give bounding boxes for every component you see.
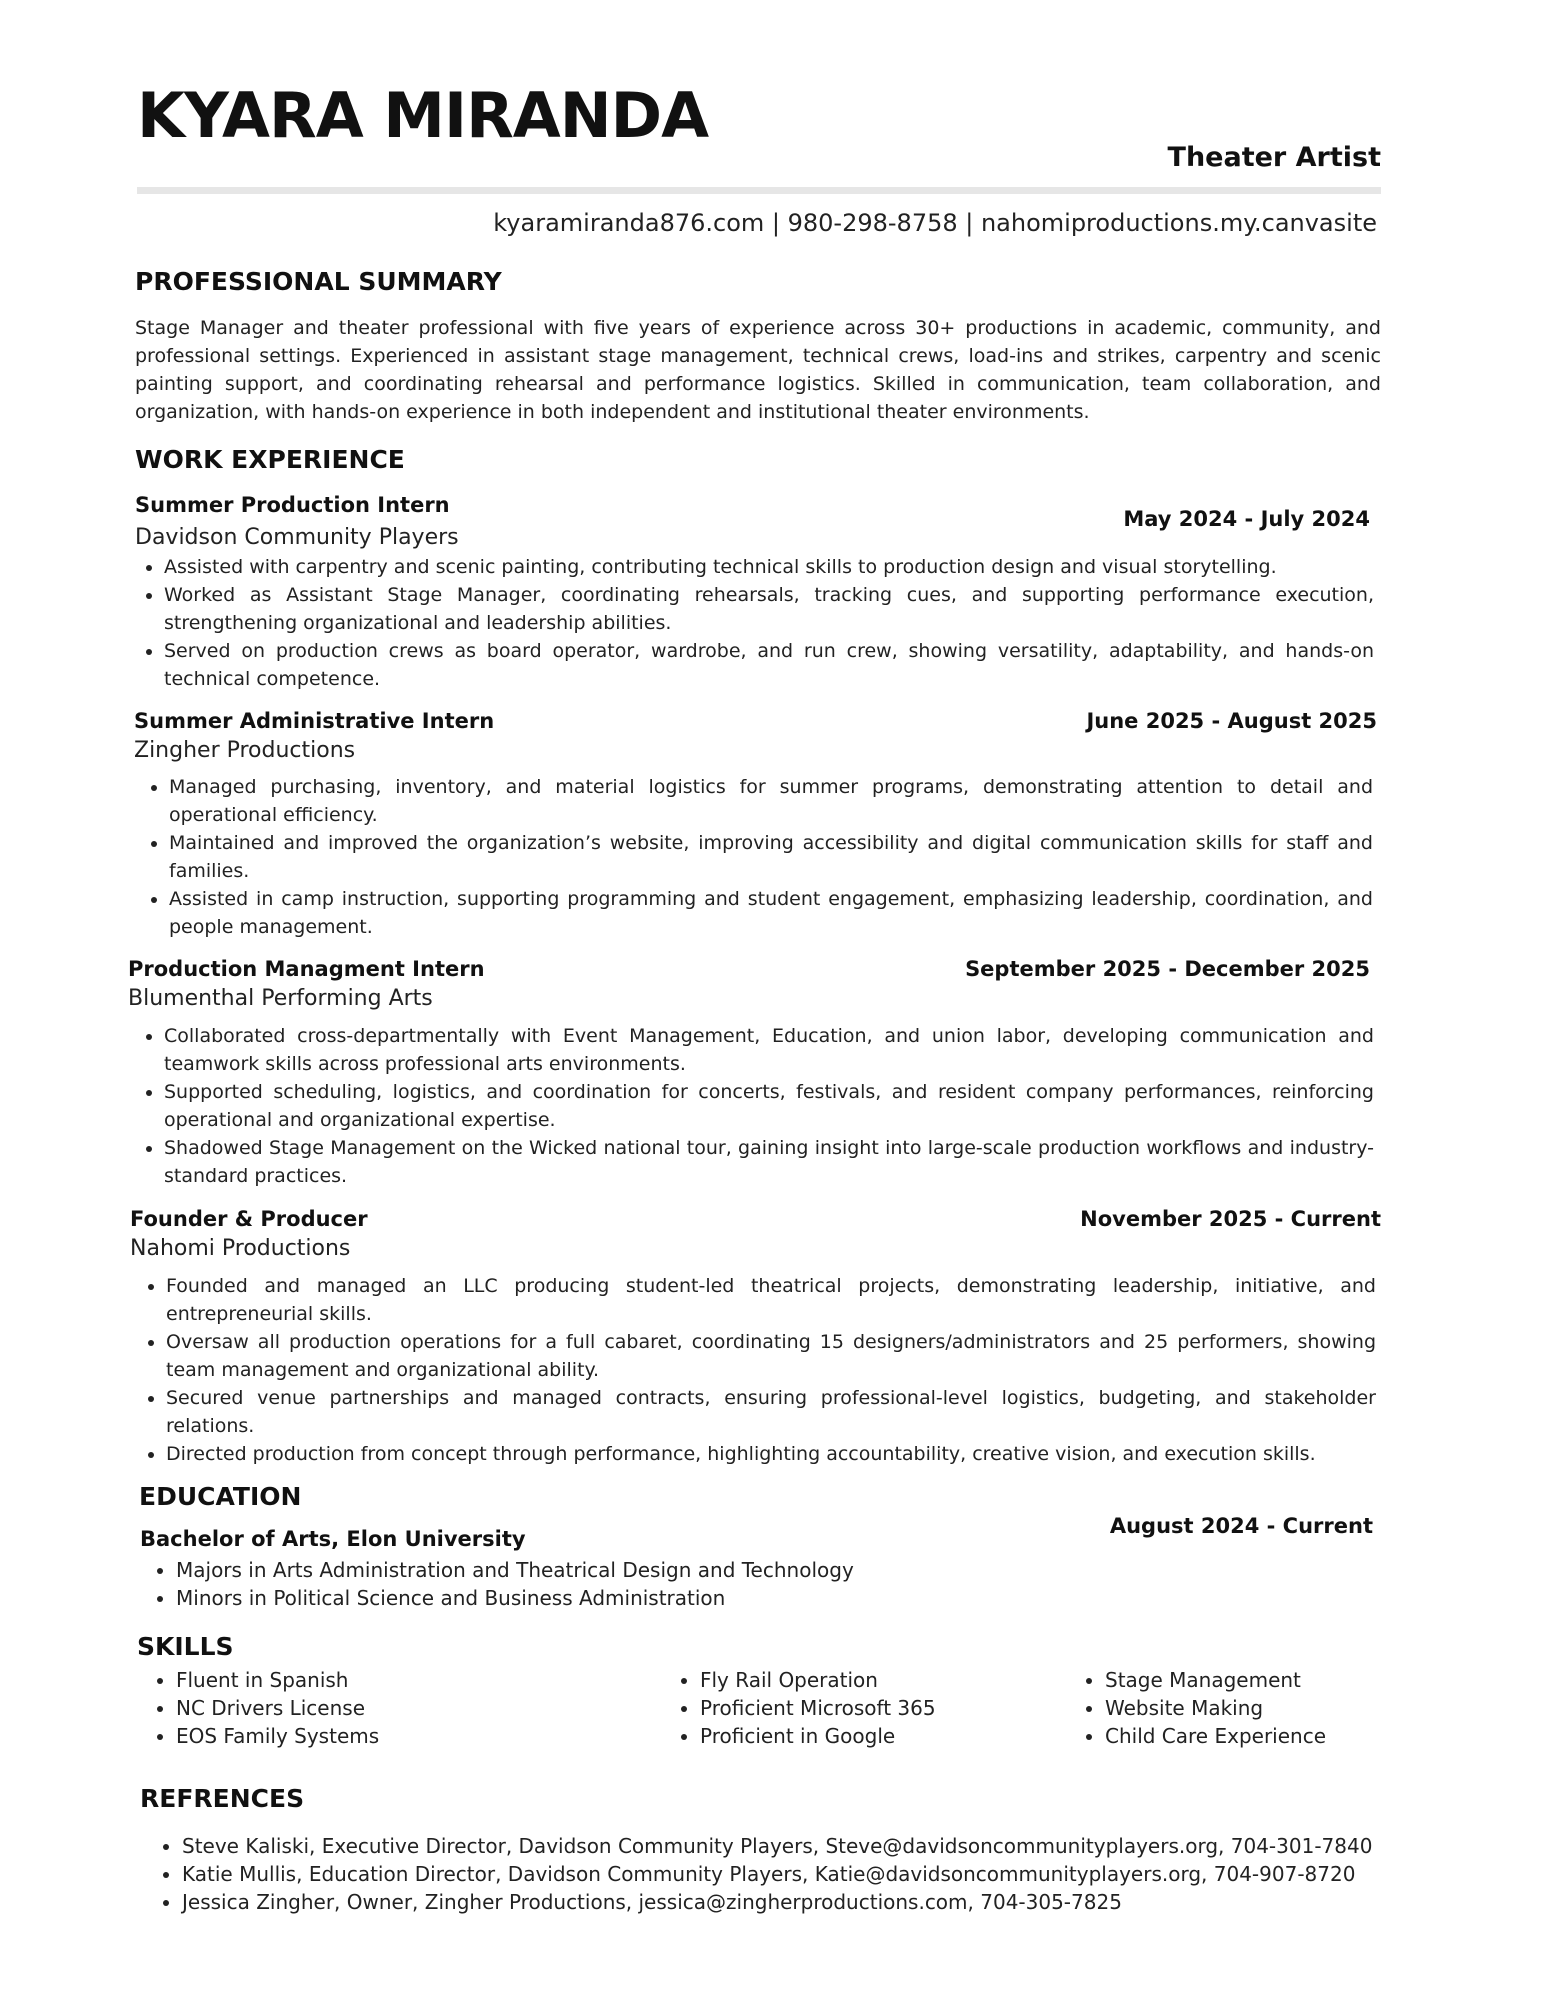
list-item: • Shadowed Stage Management on the Wicked national tour, gaining insight into large-scale production workflows and industry-standard practices. — [164, 1134, 1374, 1190]
skill-item: • Child Care Experience — [1105, 1722, 1326, 1750]
list-item: • Maintained and improved the organization’s website, improving accessibility and digital communication skills for staff and families. — [169, 829, 1373, 885]
list-item: • Oversaw all production operations for a full cabaret, coordinating 15 designers/administrators and 25 performers, showing team management and organizational ability. — [166, 1328, 1376, 1384]
list-item: • Founded and managed an LLC producing student-led theatrical projects, demonstrating leadership, initiative, and entrepreneurial skills. — [166, 1272, 1376, 1328]
skill-item: • Fly Rail Operation — [700, 1666, 936, 1694]
job-org: Zingher Productions — [134, 738, 356, 763]
resume-name: KYARA MIRANDA — [137, 79, 709, 152]
job-title: Summer Administrative Intern — [134, 709, 495, 733]
list-item: • Assisted with carpentry and scenic painting, contributing technical skills to production design and visual storytelling. — [164, 553, 1374, 581]
job-title: Summer Production Intern — [135, 493, 450, 517]
list-item: • Majors in Arts Administration and Theatrical Design and Technology — [176, 1556, 854, 1584]
job-org: Nahomi Productions — [130, 1236, 351, 1261]
summary-heading: PROFESSIONAL SUMMARY — [135, 267, 502, 296]
references-heading: REFRENCES — [140, 1784, 305, 1813]
list-item: • Assisted in camp instruction, supporting programming and student engagement, emphasizing leadership, coordination, and people management. — [169, 885, 1373, 941]
job-dates: November 2025 - Current — [1080, 1207, 1381, 1231]
job-dates: June 2025 - August 2025 — [1086, 709, 1377, 733]
skills-column — [662, 1666, 936, 1750]
skill-item: • Fluent in Spanish — [176, 1666, 379, 1694]
list-item: • Supported scheduling, logistics, and coordination for concerts, festivals, and resident company performances, reinforcing operational and organizational expertise. — [164, 1078, 1374, 1134]
list-item: • Directed production from concept through performance, highlighting accountability, creative vision, and execution skills. — [166, 1440, 1376, 1468]
list-item: • Managed purchasing, inventory, and material logistics for summer programs, demonstrating attention to detail and operational efficiency. — [169, 773, 1373, 829]
header-divider — [137, 187, 1381, 194]
contact-line: kyaramiranda876.com | 980-298-8758 | nahomiproductions.my.canvasite — [493, 209, 1377, 237]
reference-item: • Steve Kaliski, Executive Director, Davidson Community Players, Steve@davidsoncommunityplayers.org, 704-301-7840 — [182, 1832, 1372, 1860]
list-item: • Worked as Assistant Stage Manager, coordinating rehearsals, tracking cues, and supporting performance execution, strengthening organizational and leadership abilities. — [164, 581, 1374, 637]
degree-title: Bachelor of Arts, Elon University — [140, 1527, 526, 1551]
list-item: • Served on production crews as board operator, wardrobe, and run crew, showing versatility, adaptability, and hands-on technical competence. — [164, 637, 1374, 693]
job-dates: May 2024 - July 2024 — [1123, 507, 1370, 531]
list-item: • Minors in Political Science and Business Administration — [176, 1584, 854, 1612]
skills-heading: SKILLS — [137, 1632, 234, 1661]
list-item: • Secured venue partnerships and managed contracts, ensuring professional-level logistics, budgeting, and stakeholder relations. — [166, 1384, 1376, 1440]
job-org: Blumenthal Performing Arts — [128, 986, 433, 1011]
job-dates: September 2025 - December 2025 — [965, 957, 1370, 981]
skills-column — [138, 1666, 379, 1750]
job-bullets — [138, 1272, 1376, 1468]
summary-text: Stage Manager and theater professional with five years of experience across 30+ productions in academic, community, and professional settings. Experienced in assistant stage management, technical crews, load-ins and strikes, carpentry and scenic painting support, and coordinating rehearsal and performance logistics. Skilled in communication, team collaboration, and organization, with hands-on experience in both independent and institutional theater environments. — [135, 317, 1381, 423]
skill-item: • Stage Management — [1105, 1666, 1326, 1694]
skill-item: • Website Making — [1105, 1694, 1326, 1722]
education-heading: EDUCATION — [139, 1482, 302, 1511]
skills-column — [1067, 1666, 1326, 1750]
reference-item: • Katie Mullis, Education Director, Davidson Community Players, Katie@davidsoncommunityplayers.org, 704-907-8720 — [182, 1860, 1372, 1888]
skill-item: • EOS Family Systems — [176, 1722, 379, 1750]
job-bullets — [136, 553, 1374, 693]
reference-item: • Jessica Zingher, Owner, Zingher Productions, jessica@zingherproductions.com, 704-305-7825 — [182, 1888, 1372, 1916]
skill-item: • NC Drivers License — [176, 1694, 379, 1722]
work-heading: WORK EXPERIENCE — [135, 445, 405, 474]
skill-item: • Proficient Microsoft 365 — [700, 1694, 936, 1722]
education-dates: August 2024 - Current — [1109, 1514, 1373, 1538]
skill-item: • Proficient in Google — [700, 1722, 936, 1750]
education-bullets — [138, 1556, 854, 1612]
job-title: Founder & Producer — [130, 1207, 368, 1231]
list-item: • Collaborated cross-departmentally with Event Management, Education, and union labor, developing communication and teamwork skills across professional arts environments. — [164, 1022, 1374, 1078]
references-list — [144, 1832, 1372, 1916]
job-bullets — [136, 1022, 1374, 1190]
resume-role: Theater Artist — [1167, 142, 1381, 173]
job-title: Production Managment Intern — [128, 957, 485, 981]
job-org: Davidson Community Players — [135, 525, 459, 550]
job-bullets — [141, 773, 1373, 941]
